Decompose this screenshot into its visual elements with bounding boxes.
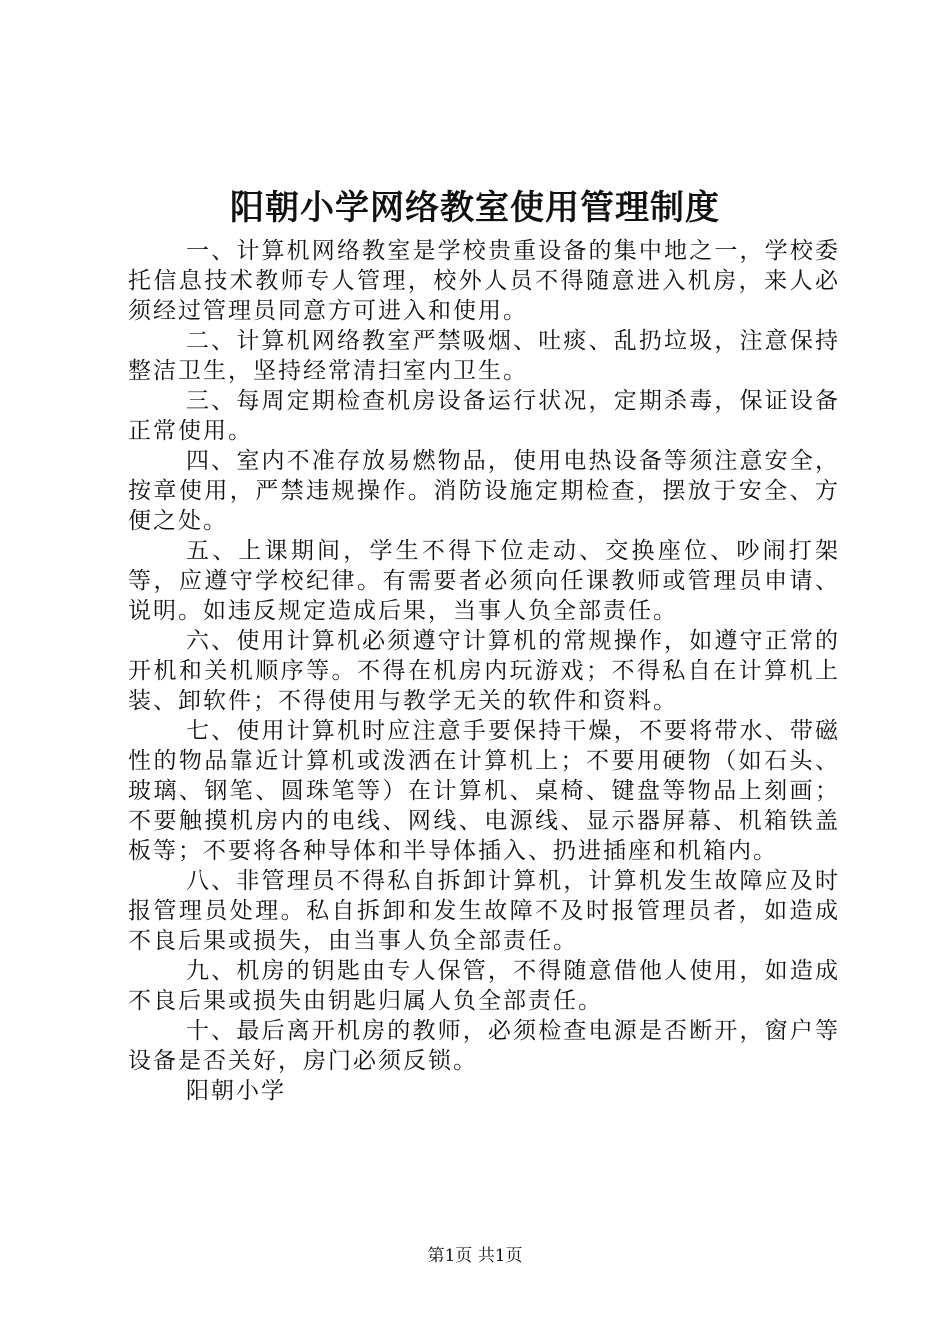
page-number-footer: 第1页 共1页 (427, 1246, 523, 1266)
document-title: 阳朝小学网络教室使用管理制度 (230, 188, 720, 228)
rule-paragraph-8: 八、非管理员不得私自拆卸计算机，计算机发生故障应及时报管理员处理。私自拆卸和发生故障不及时报管理员者，如造成不良后果或损失，由当事人负全部责任。 (128, 868, 840, 954)
rule-paragraph-10: 十、最后离开机房的教师，必须检查电源是否断开，窗户等设备是否关好，房门必须反锁。 (128, 1018, 840, 1074)
rule-paragraph-1: 一、计算机网络教室是学校贵重设备的集中地之一，学校委托信息技术教师专人管理，校外人员不得随意进入机房，来人必须经过管理员同意方可进入和使用。 (128, 238, 840, 324)
rule-paragraph-6: 六、使用计算机必须遵守计算机的常规操作，如遵守正常的开机和关机顺序等。不得在机房内玩游戏；不得私自在计算机上装、卸软件；不得使用与教学无关的软件和资料。 (128, 628, 840, 714)
rule-paragraph-5: 五、上课期间，学生不得下位走动、交换座位、吵闹打架等，应遵守学校纪律。有需要者必须向任课教师或管理员申请、说明。如违反规定造成后果，当事人负全部责任。 (128, 538, 840, 624)
rule-paragraph-2: 二、计算机网络教室严禁吸烟、吐痰、乱扔垃圾，注意保持整洁卫生，坚持经常清扫室内卫生。 (128, 328, 840, 384)
rule-paragraph-7: 七、使用计算机时应注意手要保持干燥，不要将带水、带磁性的物品靠近计算机或泼洒在计算机上；不要用硬物（如石头、玻璃、钢笔、圆珠笔等）在计算机、桌椅、键盘等物品上刻画；不要触摸机房内的电线、网线、电源线、显示器屏幕、机箱铁盖板等；不要将各种导体和半导体插入、扔进插座和机箱内。 (128, 718, 840, 864)
document-body (128, 236, 840, 1106)
rule-paragraph-3: 三、每周定期检查机房设备运行状况，定期杀毒，保证设备正常使用。 (128, 388, 840, 444)
rule-paragraph-4: 四、室内不准存放易燃物品，使用电热设备等须注意安全，按章使用，严禁违规操作。消防设施定期检查，摆放于安全、方便之处。 (128, 448, 840, 534)
rule-paragraph-9: 九、机房的钥匙由专人保管，不得随意借他人使用，如造成不良后果或损失由钥匙归属人负全部责任。 (128, 958, 840, 1014)
school-signature: 阳朝小学 (186, 1078, 286, 1104)
